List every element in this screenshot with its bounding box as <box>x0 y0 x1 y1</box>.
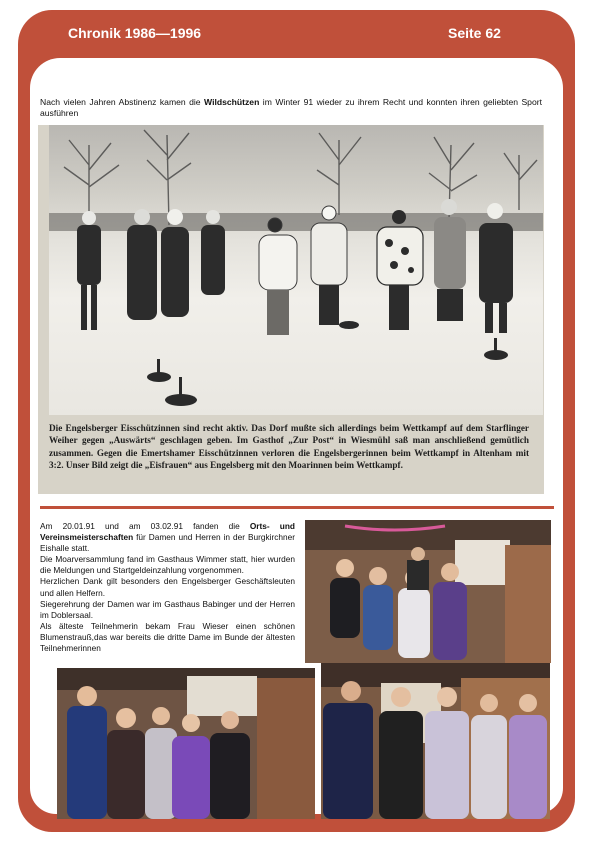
photo-award-ceremony-3 <box>321 663 550 819</box>
page-number: Seite 62 <box>448 25 501 41</box>
award-ceremony-scene-2 <box>57 668 315 819</box>
award-ceremony-scene-3 <box>321 663 550 819</box>
newspaper-photo-ice-curling <box>49 125 543 415</box>
intro-text-start: Nach vielen Jahren Abstinenz kamen die <box>40 97 205 107</box>
report-text <box>40 521 295 654</box>
intro-text <box>40 97 542 119</box>
intro-text-end: im Winter 91 wieder zu ihrem Recht und konnten ihren geliebten Sport ausführen <box>40 97 542 118</box>
report-paragraph <box>40 521 295 554</box>
report-paragraph: Herzlichen Dank gilt besonders den Engelsberger Geschäftsleuten und allen Helfern. <box>40 576 295 598</box>
report-paragraph: Die Moarversammlung fand im Gasthaus Wimmer statt, hier wurden die Meldungen und Startgeldeinzahlung vorgenommen. <box>40 554 295 576</box>
championship-highlight: Orts- und Vereinsmeisterschaften <box>40 521 295 543</box>
award-ceremony-scene-1 <box>305 520 551 663</box>
ice-curling-scene <box>49 125 543 415</box>
chronicle-title: Chronik 1986—1996 <box>68 25 202 41</box>
report-paragraph: Siegerehrung der Damen war im Gasthaus Babinger und der Herren im Doblersaal. <box>40 598 295 620</box>
section-divider <box>40 506 554 509</box>
report-paragraph: Als älteste Teilnehmerin bekam Frau Wieser einen schönen Blumenstrauß,das war bereits die dritte Dame im Bunde der ältesten Teilnehmerinnen <box>40 620 295 654</box>
report-text-start: Am 20.01.91 und am 03.02.91 fanden die <box>40 521 250 531</box>
newspaper-clipping <box>38 125 544 494</box>
photo-award-ceremony-1 <box>305 520 551 663</box>
photo-award-ceremony-2 <box>57 668 315 819</box>
intro-text-highlight: Wildschützen <box>204 97 260 107</box>
report-text-end: für Damen und Herren in der Burgkirchner Eishalle statt. <box>40 532 295 554</box>
newspaper-caption: Die Engelsberger Eisschützinnen sind recht aktiv. Das Dorf mußte sich allerdings beim Wettkampf auf dem Starflinger Weiher gegen „Auswärts“ geschlagen geben. Im Gasthof „Zur Post“ in Wiesmühl saß man anschließend gemütlich zusammen. Gegen die Emertshamer Eisschützinnen verloren die Engelsbergerinnen beim Wettkampf in Altenham mit 3:2. Unser Bild zeigt die „Eisfrauen“ aus Engelsberg mit den Moarinnen beim Wettkampf. <box>49 423 529 471</box>
